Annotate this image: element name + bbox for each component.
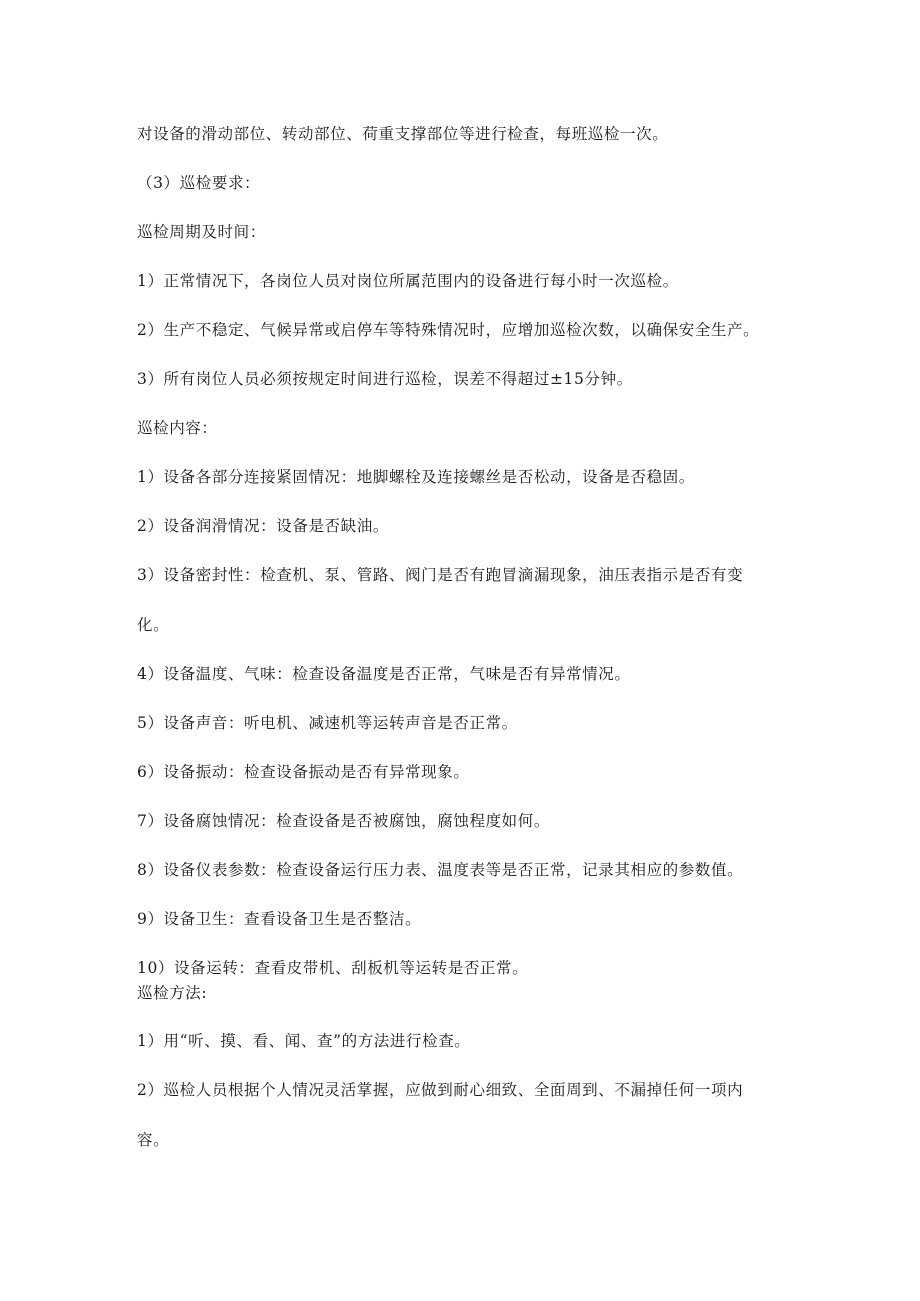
- list-item: 2）巡检人员根据个人情况灵活掌握，应做到耐心细致、全面周到、不漏掉任何一项内: [137, 1081, 744, 1099]
- list-item: 6）设备振动：检查设备振动是否有异常现象。: [137, 763, 470, 781]
- list-item-continuation: 化。: [137, 616, 170, 634]
- list-item: 2）生产不稳定、气候异常或启停车等特殊情况时，应增加巡检次数，以确保安全生产。: [137, 321, 760, 339]
- list-item: 3）设备密封性：检查机、泵、管路、阀门是否有跑冒滴漏现象，油压表指示是否有变: [137, 566, 744, 584]
- list-item: 9）设备卫生：查看设备卫生是否整洁。: [137, 910, 422, 928]
- list-item: 10）设备运转：查看皮带机、刮板机等运转是否正常。: [137, 959, 529, 977]
- subheading: 巡检内容：: [137, 419, 218, 437]
- text-line: 对设备的滑动部位、转动部位、荷重支撑部位等进行检查，每班巡检一次。: [137, 125, 669, 143]
- list-item: 2）设备润滑情况：设备是否缺油。: [137, 517, 389, 535]
- list-item: 4）设备温度、气味：检查设备温度是否正常，气味是否有异常情况。: [137, 665, 631, 683]
- list-item: 8）设备仪表参数：检查设备运行压力表、温度表等是否正常，记录其相应的参数值。: [137, 861, 744, 879]
- list-item: 5）设备声音：听电机、减速机等运转声音是否正常。: [137, 714, 518, 732]
- list-item: 1）设备各部分连接紧固情况：地脚螺栓及连接螺丝是否松动，设备是否稳固。: [137, 468, 695, 486]
- list-item: 3）所有岗位人员必须按规定时间进行巡检，误差不得超过±15分钟。: [137, 370, 633, 388]
- list-item: 7）设备腐蚀情况：检查设备是否被腐蚀，腐蚀程度如何。: [137, 812, 550, 830]
- subheading: 巡检周期及时间：: [137, 223, 266, 241]
- section-heading: （3）巡检要求：: [137, 174, 261, 192]
- subheading: 巡检方法:: [137, 984, 208, 1002]
- list-item: 1）正常情况下，各岗位人员对岗位所属范围内的设备进行每小时一次巡检。: [137, 272, 679, 290]
- list-item: 1）用“听、摸、看、闻、查”的方法进行检查。: [137, 1032, 471, 1050]
- list-item-continuation: 容。: [137, 1131, 170, 1149]
